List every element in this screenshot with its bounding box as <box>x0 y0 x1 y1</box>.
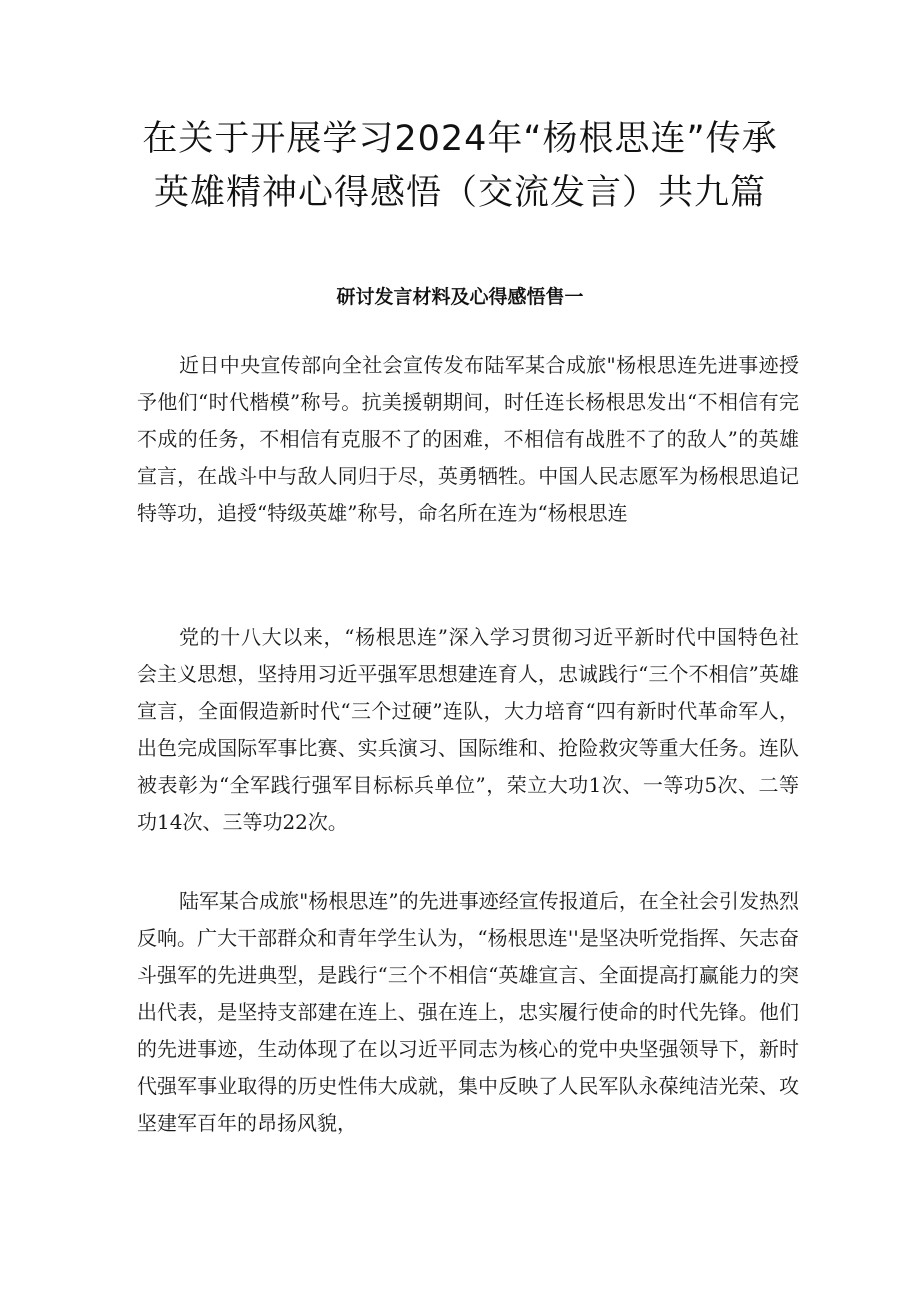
body-paragraph-3: 陆军某合成旅"杨根思连”的先进事迹经宣传报道后，在全社会引发热烈反响。广大干部群众和青年学生认为，“杨根思连''是坚决听党指挥、矢志奋斗强军的先进典型，是践行“三个不相信“英雄宣言、全面提高打赢能力的突出代表，是坚持支部建在连上、强在连上，忠实履行使命的时代先锋。他们的先进事迹，生动体现了在以习近平同志为核心的党中央坚强领导下，新时代强军事业取得的历史性伟大成就，集中反映了人民军队永葆纯洁光荣、攻坚建军百年的昂扬风貌， <box>137 889 799 1135</box>
document-title-line-1: 在关于开展学习2024年“杨根思连”传承 <box>142 119 778 159</box>
body-paragraph-2: 党的十八大以来，“杨根思连”深入学习贯彻习近平新时代中国特色社会主义思想，坚持用习近平强军思想建连育人，忠诚践行“三个不相信”英雄宣言，全面假造新时代“三个过硬”连队，大力培育“四有新时代革命军人，出色完成国际军事比赛、实兵演习、国际维和、抢险救灾等重大任务。连队被表彰为“全军践行强军目标标兵单位”，荣立大功1次、一等功5次、二等功14次、三等功22次。 <box>137 625 799 834</box>
document-title <box>100 112 820 220</box>
section-heading: 研讨发言材料及心得感悟售一 <box>336 286 584 308</box>
body-paragraph-1: 近日中央宣传部向全社会宣传发布陆军某合成旅"杨根思连先进事迹授予他们“时代楷模”称号。抗美援朝期间，时任连长杨根思发出“不相信有完不成的任务，不相信有克服不了的困难，不相信有战胜不了的敌人”的英雄宣言，在战斗中与敌人同归于尽，英勇牺牲。中国人民志愿军为杨根思追记特等功，追授“特级英雄”称号，命名所在连为“杨根思连 <box>137 353 799 525</box>
document-title-line-2: 英雄精神心得感悟（交流发言）共九篇 <box>153 173 766 213</box>
